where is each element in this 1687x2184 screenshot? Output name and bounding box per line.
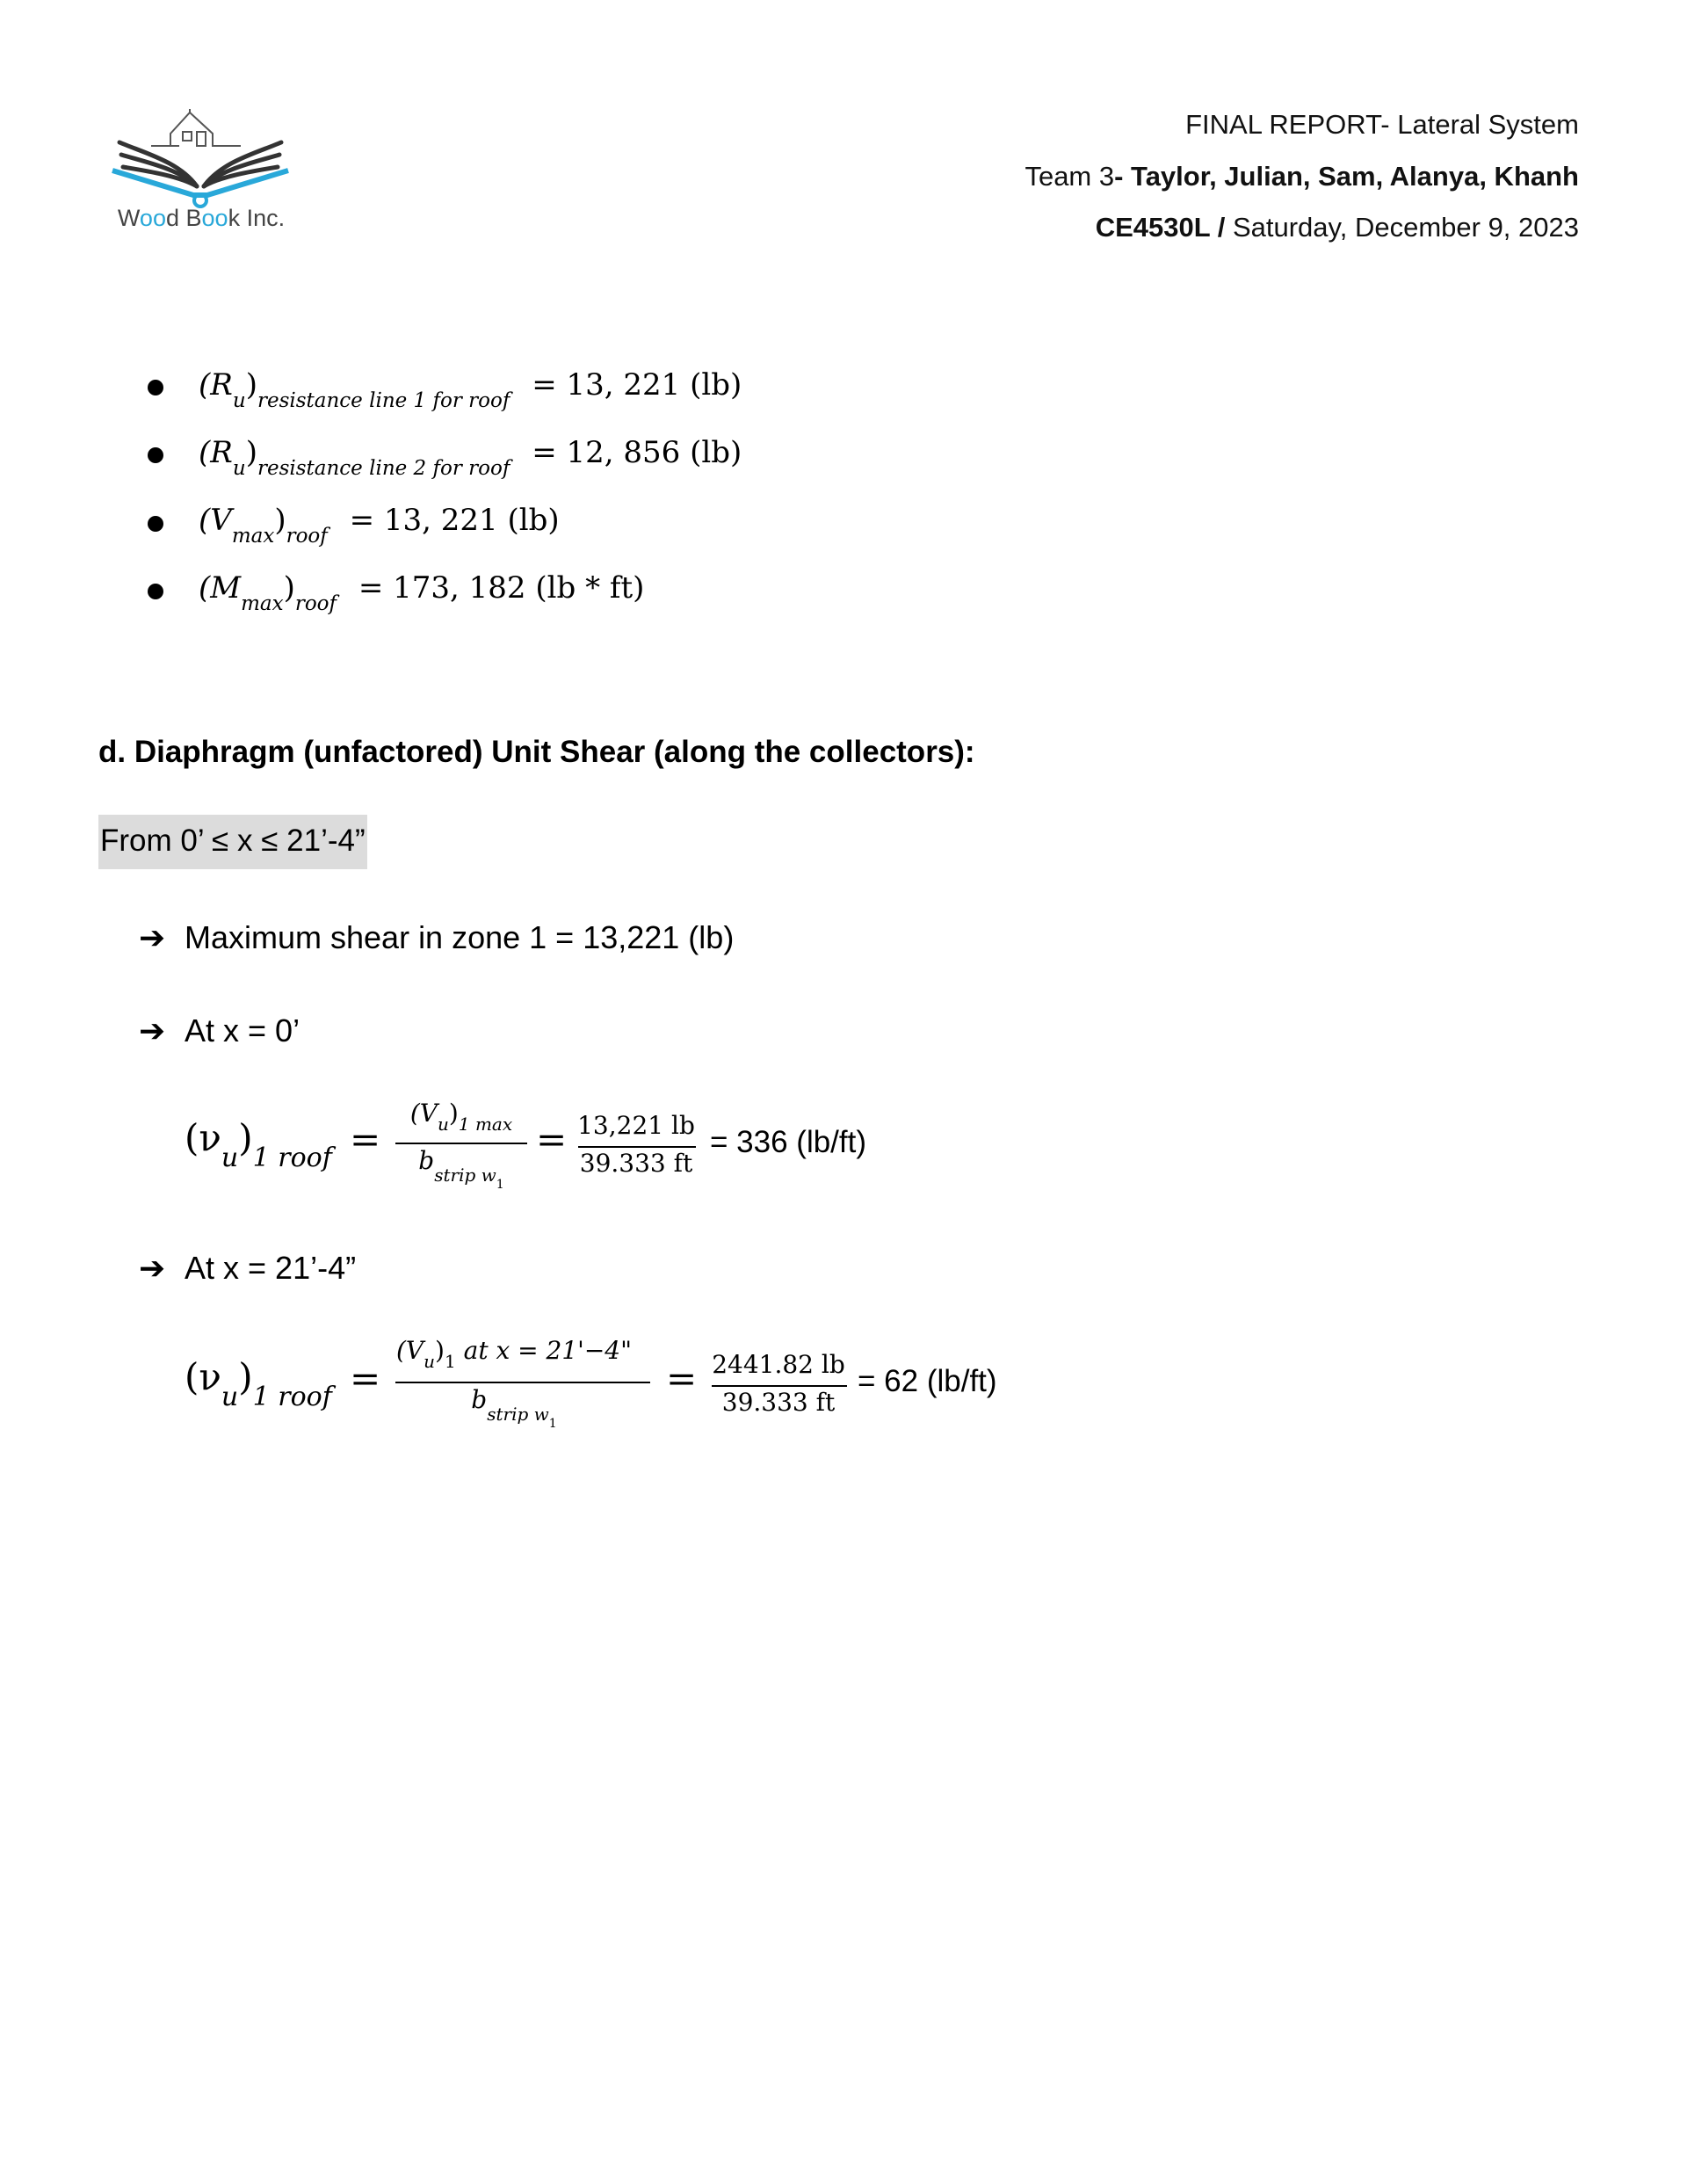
eq-num-base: (V: [396, 1336, 424, 1365]
fraction-bar: [395, 1143, 527, 1144]
formula-subscript: resistance line 2 for roof: [257, 457, 510, 480]
eq1-numerator: [395, 1099, 527, 1135]
eq-lhs-base: (ν: [185, 1355, 221, 1398]
eq-lhs-close: ): [238, 1116, 253, 1159]
formula-value: = 13, 221 (lb): [532, 367, 742, 403]
formula-value: = 13, 221 (lb): [349, 503, 560, 538]
eq-num-close: ): [448, 1099, 459, 1128]
fraction-bar: [712, 1385, 847, 1387]
fraction-bar: [578, 1146, 696, 1148]
report-title: FINAL REPORT- Lateral System: [1185, 109, 1579, 140]
eq1-result: = 336 (lb/ft): [710, 1125, 867, 1159]
eq1-denominator: [395, 1146, 527, 1192]
formula-base: (V: [199, 503, 232, 538]
equals-sign: =: [350, 1118, 381, 1161]
eq-lhs-sub: u: [221, 1143, 239, 1173]
course-date-line: [1096, 212, 1579, 243]
formula-sub: max: [231, 525, 275, 548]
formula-subscript: roof: [294, 592, 337, 615]
formula-close: ): [283, 570, 295, 606]
company-name: Wood Book Inc.: [117, 205, 286, 231]
arrow-icon: ➔: [139, 1012, 166, 1048]
arrow-icon: ➔: [139, 919, 166, 955]
formula-subscript: roof: [286, 525, 328, 548]
section-heading: d. Diaphragm (unfactored) Unit Shear (along the collectors):: [98, 735, 975, 769]
formula-r-line1: [199, 367, 742, 412]
course-code: CE4530L /: [1095, 212, 1226, 243]
formula-value: = 173, 182 (lb * ft): [358, 570, 645, 606]
eq2-numerator: [395, 1336, 633, 1372]
eq2-result: = 62 (lb/ft): [858, 1364, 997, 1398]
range-label: From 0’ ≤ x ≤ 21’-4”: [98, 815, 367, 869]
equation-unit-shear-x21: [185, 1336, 1063, 1450]
eq2-denominator: [395, 1385, 633, 1431]
eq1-lhs: [185, 1116, 332, 1173]
formula-base: (M: [199, 570, 242, 606]
formula-v-max: [199, 503, 560, 548]
formula-sub: u: [232, 389, 246, 412]
at-x0-line: [139, 1012, 300, 1049]
max-shear-line: [139, 919, 734, 956]
company-logo-text: [109, 205, 293, 232]
equals-sign: =: [350, 1357, 381, 1400]
at-x0-text: At x = 0’: [185, 1012, 300, 1048]
eq-lhs-base: (ν: [185, 1116, 221, 1159]
equation-unit-shear-x0: [185, 1099, 975, 1213]
fraction-bar: [395, 1382, 650, 1383]
max-shear-text: Maximum shear in zone 1 = 13,221 (lb): [185, 919, 735, 955]
formula-m-max: [199, 570, 645, 615]
eq-den-subsub: 1: [496, 1178, 504, 1192]
eq-den-sub: strip w: [487, 1404, 549, 1425]
eq-lhs-sub: u: [221, 1382, 239, 1412]
formula-value: = 12, 856 (lb): [532, 435, 742, 470]
eq-num-tail: at x = 21'−4": [455, 1336, 632, 1365]
bullet-dot: [148, 380, 163, 395]
formula-close: ): [274, 503, 286, 538]
eq-den-subsub: 1: [548, 1417, 557, 1431]
eq-den-base: b: [418, 1146, 435, 1175]
eq-num-sub: u: [438, 1114, 449, 1135]
bullet-dot: [148, 516, 163, 532]
formula-close: ): [245, 435, 257, 470]
eq2-numeric-denominator: 39.333 ft: [721, 1388, 836, 1417]
bullet-dot: [148, 584, 163, 599]
equals-sign: =: [536, 1118, 568, 1161]
eq-num-close: ): [435, 1336, 445, 1365]
formula-r-line2: [199, 435, 742, 480]
team-line: [1025, 161, 1579, 192]
eq-lhs-close: ): [238, 1355, 253, 1398]
eq-num-subscript: 1 max: [458, 1114, 513, 1135]
eq1-numeric-denominator: 39.333 ft: [579, 1149, 693, 1178]
eq-num-sub: u: [424, 1351, 436, 1372]
at-x21-line: [139, 1250, 356, 1287]
report-date: Saturday, December 9, 2023: [1225, 212, 1579, 243]
eq2-fraction-symbolic: [395, 1336, 633, 1372]
eq-num-subscript: 1: [444, 1351, 456, 1372]
eq1-numeric-numerator: 13,221 lb: [577, 1111, 695, 1140]
at-x21-text: At x = 21’-4”: [185, 1250, 357, 1286]
eq-den-sub: strip w: [434, 1165, 496, 1186]
formula-sub: u: [232, 457, 246, 480]
eq-num-base: (V: [409, 1099, 438, 1128]
eq-lhs-subscript: 1 roof: [252, 1382, 332, 1412]
formula-subscript: resistance line 1 for roof: [257, 389, 510, 412]
formula-close: ): [245, 367, 257, 403]
team-members: - Taylor, Julian, Sam, Alanya, Khanh: [1114, 161, 1579, 192]
eq2-numeric-numerator: 2441.82 lb: [712, 1350, 845, 1379]
eq2-lhs: [185, 1355, 332, 1412]
formula-base: (R: [199, 435, 233, 470]
eq1-fraction-symbolic: [395, 1099, 527, 1135]
bullet-dot: [148, 447, 163, 463]
equals-sign: =: [666, 1357, 698, 1400]
eq-lhs-subscript: 1 roof: [252, 1143, 332, 1173]
arrow-icon: ➔: [139, 1250, 166, 1286]
team-prefix: Team 3: [1025, 161, 1115, 192]
formula-base: (R: [199, 367, 233, 403]
eq-den-base: b: [471, 1385, 488, 1414]
formula-sub: max: [241, 592, 284, 615]
